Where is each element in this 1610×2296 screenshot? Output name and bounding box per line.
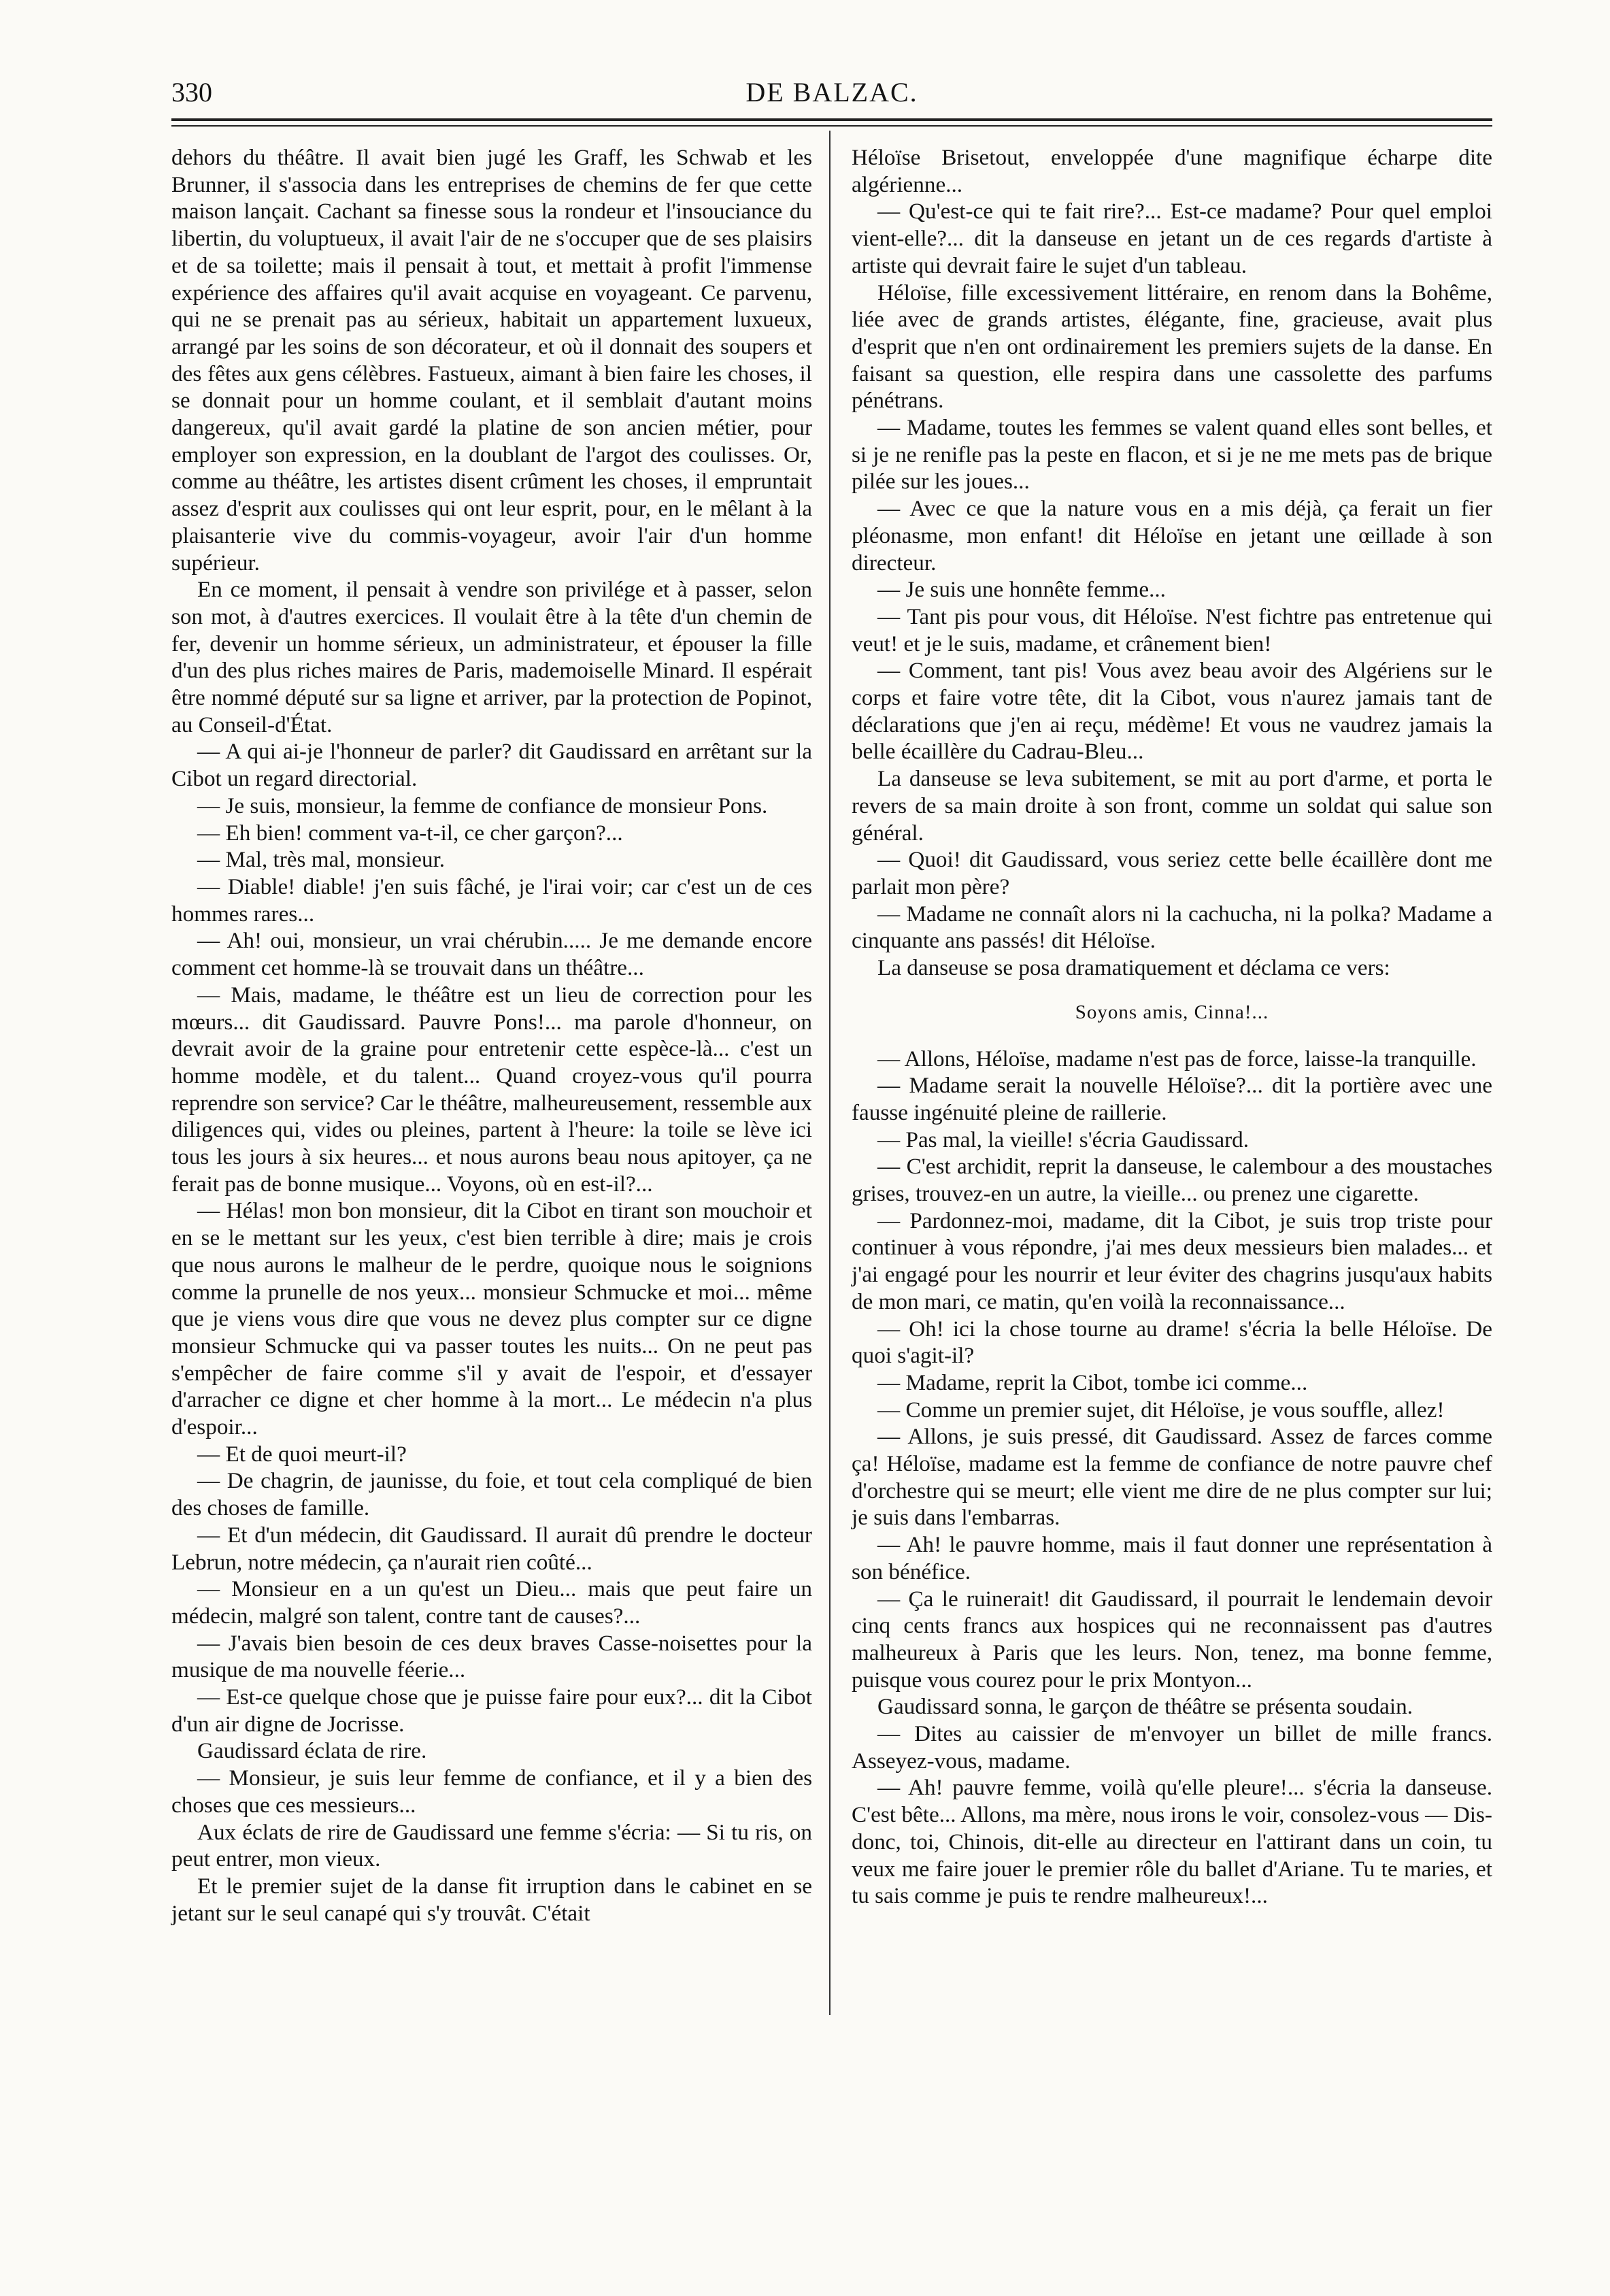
paragraph: — Avec ce que la nature vous en a mis déjà, ça ferait un fier pléonasme, mon enfant! dit Héloïse en jetant une œillade à son directeur. (852, 496, 1492, 576)
paragraph: — C'est archidit, reprit la danseuse, le calembour a des moustaches grises, trouvez-en un autre, la vieille... ou prenez une cigarette. (852, 1154, 1492, 1207)
paragraph: — A qui ai-je l'honneur de parler? dit Gaudissard en arrêtant sur la Cibot un regard directorial. (171, 739, 812, 792)
paragraph: Héloïse Brisetout, enveloppée d'une magnifique écharpe dite algérienne... (852, 145, 1492, 197)
header-rule-thin (171, 125, 1492, 127)
paragraph: Aux éclats de rire de Gaudissard une femme s'écria: — Si tu ris, on peut entrer, mon vieux. (171, 1819, 812, 1872)
paragraph: — Ah! pauvre femme, voilà qu'elle pleure!... s'écria la danseuse. C'est bête... Allons, ma mère, nous irons le voir, consolez-vous — Dis-donc, toi, Chinois, dit-elle au directeur en l'attirant dans un coin, tu veux me faire jouer le premier rôle du ballet d'Ariane. Tu te maries, et tu sais comme je puis te rendre malheureux!... (852, 1775, 1492, 1909)
paragraph: — Et d'un médecin, dit Gaudissard. Il aurait dû prendre le docteur Lebrun, notre médecin, ça n'aurait rien coûté... (171, 1522, 812, 1575)
paragraph: — Madame, reprit la Cibot, tombe ici comme... (877, 1369, 1308, 1395)
paragraph: — Comment, tant pis! Vous avez beau avoir des Algériens sur le corps et faire votre tête, dit la Cibot, vous n'aurez jamais tant de déclarations que j'en ai reçu, médème! Et vous ne vaudrez jamais la belle écaillère du Cadrau-Bleu... (852, 658, 1492, 765)
paragraph: — Madame, toutes les femmes se valent quand elles sont belles, et si je ne renifle pas la peste en flacon, et si je ne me mets pas de brique pilée sur les joues... (852, 415, 1492, 495)
paragraph: — Oh! ici la chose tourne au drame! s'écria la belle Héloïse. De quoi s'agit-il? (852, 1316, 1492, 1369)
paragraph: — Qu'est-ce qui te fait rire?... Est-ce madame? Pour quel emploi vient-elle?... dit la danseuse en jetant un de ces regards d'artiste à artiste qui devrait faire le sujet d'un tableau. (852, 199, 1492, 278)
paragraph: Et le premier sujet de la danse fit irruption dans le cabinet en se jetant sur le seul canapé qui s'y trouvât. C'était (171, 1874, 812, 1926)
page-number: 330 (171, 77, 212, 107)
verse-text: Soyons amis, Cinna!... (1075, 1001, 1269, 1023)
verse-quote (852, 998, 1492, 1027)
paragraph: — Quoi! dit Gaudissard, vous seriez cette belle écaillère dont me parlait mon père? (852, 847, 1492, 899)
paragraph: — Monsieur en a un qu'est un Dieu... mais que peut faire un médecin, malgré son talent, contre tant de causes?... (171, 1576, 812, 1629)
paragraph: dehors du théâtre. Il avait bien jugé les Graff, les Schwab et les Brunner, il s'associa dans les entreprises de chemins de fer que cette maison lançait. Cachant sa finesse sous la rondeur et l'insouciance du libertin, du voluptueux, il avait l'air de ne s'occuper que de ses plaisirs et de sa toilette; mais il pensait à tout, et mettait à profit l'immense expérience des affaires qu'il avait acquise en voyageant. Ce parvenu, qui ne se prenait pas au sérieux, habitait un appartement luxueux, arrangé par les soins de son décorateur, et où il donnait des soupers et des fêtes aux gens célèbres. Fastueux, aimant à bien faire les choses, il se donnait pour un homme coulant, et il semblait d'autant moins dangereux, qu'il avait gardé la platine de son ancien métier, pour employer son expression, en la doublant de l'argot des coulisses. Or, comme au théâtre, les artistes disent crûment les choses, il empruntait assez d'esprit aux coulisses qui ont leur esprit, pour, en le mêlant à la plaisanterie vive du commis-voyageur, avoir l'air d'un homme supérieur. (171, 145, 812, 576)
paragraph: — Je suis une honnête femme... (877, 577, 1166, 603)
header-rule-thick (171, 118, 1492, 121)
paragraph: Gaudissard éclata de rire. (197, 1738, 427, 1764)
paragraph: — Mal, très mal, monsieur. (197, 847, 446, 873)
paragraph: — Mais, madame, le théâtre est un lieu de correction pour les mœurs... dit Gaudissard. Pauvre Pons!... ma parole d'honneur, on devrait avoir de la graine pour entretenir cette espèce-là... c'est un homme modèle, et du talent... Quand croyez-vous qu'il pourra reprendre son service? Car le théâtre, malheureusement, ressemble aux diligences qui, vides ou pleines, partent à l'heure: la toile se lève ici tous les jours à six heures... et nous aurons beau nous apitoyer, ça ne ferait pas de bonne musique... Voyons, où en est-il?... (171, 982, 812, 1197)
left-column (171, 144, 812, 1927)
paragraph: La danseuse se posa dramatiquement et déclama ce vers: (877, 955, 1390, 981)
paragraph: — Ah! oui, monsieur, un vrai chérubin..... Je me demande encore comment cet homme-là se trouvait dans un théâtre... (171, 928, 812, 981)
paragraph: — J'avais bien besoin de ces deux braves Casse-noisettes pour la musique de ma nouvelle féerie... (171, 1630, 812, 1683)
page-header (171, 76, 1492, 117)
paragraph: En ce moment, il pensait à vendre son privilége et à passer, selon son mot, à d'autres exercices. Il voulait être à la tête d'un chemin de fer, devenir un homme sérieux, un administrateur, et épouser la fille d'un des plus riches maires de Paris, mademoiselle Minard. Il espérait être nommé député sur sa ligne et arriver, par la protection de Popinot, au Conseil-d'État. (171, 577, 812, 737)
paragraph: Gaudissard sonna, le garçon de théâtre se présenta soudain. (877, 1694, 1413, 1720)
paragraph: — Monsieur, je suis leur femme de confiance, et il y a bien des choses que ces messieurs... (171, 1765, 812, 1818)
paragraph: — Comme un premier sujet, dit Héloïse, je vous souffle, allez! (877, 1397, 1445, 1422)
paragraph: — Madame serait la nouvelle Héloïse?... dit la portière avec une fausse ingénuité pleine de raillerie. (852, 1073, 1492, 1125)
paragraph: — Hélas! mon bon monsieur, dit la Cibot en tirant son mouchoir et en se le mettant sur les yeux, c'est bien terrible à dire; mais je crois que nous aurons le malheur de le perdre, quoique nous le soignions comme la prunelle de nos yeux... monsieur Schmucke et moi... même que je viens vous dire que vous ne devez plus compter sur ce digne monsieur Schmucke qui va passer toutes les nuits... On ne peut pas s'empêcher de faire comme s'il y avait de l'espoir, et d'essayer d'arracher ce digne et cher homme à la mort... Le médecin n'a plus d'espoir... (171, 1198, 812, 1440)
paragraph: — Ah! le pauvre homme, mais il faut donner une représentation à son bénéfice. (852, 1532, 1492, 1584)
paragraph: — Et de quoi meurt-il? (197, 1441, 407, 1467)
paragraph: — Pas mal, la vieille! s'écria Gaudissard. (877, 1127, 1250, 1152)
paragraph: — Pardonnez-moi, madame, dit la Cibot, je suis trop triste pour continuer à vous répondre, j'ai mes deux messieurs bien malades... et j'ai engagé pour les nourrir et leur éviter des chagrins jusqu'aux habits de mon mari, ce matin, qu'en voilà la reconnaissance... (852, 1208, 1492, 1314)
right-column (852, 144, 1492, 1910)
running-title: DE BALZAC. (745, 77, 918, 107)
paragraph: Héloïse, fille excessivement littéraire, en renom dans la Bohême, liée avec de grands artistes, élégante, fine, gracieuse, avait plus d'esprit que n'en ont ordinairement les premiers sujets de la danse. En faisant sa question, elle respira dans une cassolette des parfums pénétrans. (852, 280, 1492, 414)
paragraph: — Eh bien! comment va-t-il, ce cher garçon?... (197, 820, 623, 846)
paragraph: — Allons, Héloïse, madame n'est pas de force, laisse-la tranquille. (877, 1046, 1477, 1071)
paragraph: — De chagrin, de jaunisse, du foie, et tout cela compliqué de bien des choses de famille. (171, 1468, 812, 1521)
paragraph: La danseuse se leva subitement, se mit au port d'arme, et porta le revers de sa main droite à son front, comme un soldat qui salue son général. (852, 766, 1492, 846)
paragraph: — Est-ce quelque chose que je puisse faire pour eux?... dit la Cibot d'un air digne de Jocrisse. (171, 1684, 812, 1737)
paragraph: — Je suis, monsieur, la femme de confiance de monsieur Pons. (197, 793, 768, 818)
column-separator (829, 131, 831, 2015)
paragraph: — Ça le ruinerait! dit Gaudissard, il pourrait le lendemain devoir cinq cents francs aux hospices qui ne reconnaissent pas d'autres malheureux à Paris que les leurs. Non, tenez, ma bonne femme, puisque vous courez pour le prix Montyon... (852, 1586, 1492, 1693)
paragraph: — Madame ne connaît alors ni la cachucha, ni la polka? Madame a cinquante ans passés! dit Héloïse. (852, 901, 1492, 954)
paragraph: — Allons, je suis pressé, dit Gaudissard. Assez de farces comme ça! Héloïse, madame est la femme de confiance de notre pauvre chef d'orchestre qui se meurt; elle vient me dire de ne plus compter sur lui; je suis dans l'embarras. (852, 1424, 1492, 1531)
paragraph: — Diable! diable! j'en suis fâché, je l'irai voir; car c'est un de ces hommes rares... (171, 874, 812, 927)
paragraph: — Dites au caissier de m'envoyer un billet de mille francs. Asseyez-vous, madame. (852, 1721, 1492, 1774)
paragraph: — Tant pis pour vous, dit Héloïse. N'est fichtre pas entretenue qui veut! et je le suis, madame, et crânement bien! (852, 603, 1492, 656)
